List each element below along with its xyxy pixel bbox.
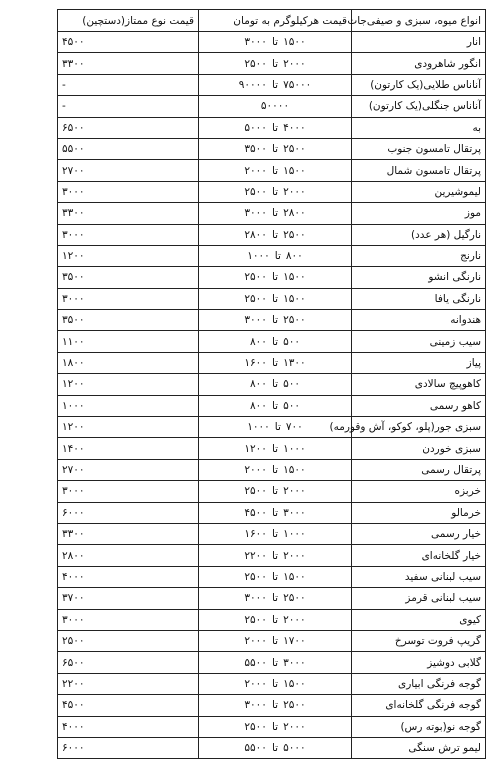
table-row [58,438,486,459]
table-row [58,545,486,566]
price-range-cell [199,588,352,609]
premium-price-cell: ۱۸۰۰ [58,352,199,373]
produce-name-cell: خربزه [352,481,486,502]
table-row [58,331,486,352]
range-separator: تا [271,314,279,327]
range-separator: تا [271,549,279,562]
price-range-cell [199,695,352,716]
price-high: ۲۰۰۰ [244,464,267,476]
range-separator: تا [271,699,279,712]
produce-name-cell: نارنگی یافا [352,288,486,309]
table-row [58,609,486,630]
price-high: ۲۵۰۰ [244,271,267,284]
premium-price-cell: ۲۷۰۰ [58,459,199,480]
range-separator: تا [271,613,279,626]
premium-price-cell: ۳۵۰۰ [58,310,199,331]
price-high: ۲۵۰۰ [244,720,267,733]
header-produce-type: انواع میوه، سبزی و صیفی‌جات [352,10,486,32]
price-range-cell [199,181,352,202]
premium-price-cell: ۴۰۰۰ [58,566,199,587]
range-separator: تا [271,271,279,284]
price-low: ۲۰۰۰ [283,485,306,498]
header-price-per-kg: قیمت هرکیلوگرم به تومان [199,10,352,32]
premium-price-cell: ۶۰۰۰ [58,737,199,758]
price-high: ۵۰۰۰۰ [260,100,290,113]
price-high: ۸۰۰ [250,378,267,391]
table-row [58,203,486,224]
price-low: ۲۵۰۰ [283,143,306,156]
price-low: ۲۸۰۰ [283,207,306,220]
produce-name-cell: لیموشیرین [352,181,486,202]
price-range-cell [199,609,352,630]
price-low: ۵۰۰۰ [283,742,306,755]
range-separator: تا [271,677,279,690]
premium-price-cell: ۳۳۰۰ [58,523,199,544]
produce-name-cell: پیاز [352,352,486,373]
table-row [58,267,486,288]
produce-name-cell: موز [352,203,486,224]
range-separator: تا [271,742,279,755]
range-separator: تا [271,399,279,412]
table-row [58,673,486,694]
price-range-cell [199,545,352,566]
price-low: ۲۵۰۰ [283,699,306,712]
table-row [58,630,486,651]
price-high: ۵۵۰۰ [244,656,267,669]
price-range-cell [199,652,352,673]
table-row [58,288,486,309]
price-high: ۲۵۰۰ [244,613,267,626]
price-high: ۱۰۰۰ [247,250,270,263]
range-separator: تا [271,292,279,305]
price-low: ۲۵۰۰ [283,228,306,241]
price-range-cell [199,288,352,309]
premium-price-cell: ۳۰۰۰ [58,609,199,630]
table-row [58,695,486,716]
price-low: ۱۵۰۰ [283,464,306,476]
table-row [58,652,486,673]
price-high: ۲۰۰۰ [244,635,267,648]
premium-price-cell: ۱۱۰۰ [58,331,199,352]
price-low: ۷۵۰۰۰ [283,78,312,91]
price-low: ۱۰۰۰ [283,442,306,455]
premium-price-cell: ۳۳۰۰ [58,203,199,224]
price-range-cell [199,523,352,544]
price-range-cell [199,203,352,224]
produce-name-cell: گلابی دوشیز [352,652,486,673]
table-row [58,96,486,117]
range-separator: تا [271,121,279,134]
table-row [58,523,486,544]
price-high: ۱۲۰۰ [244,442,267,455]
premium-price-cell: ۳۰۰۰ [58,224,199,245]
range-separator: تا [271,164,279,177]
price-high: ۲۵۰۰ [244,57,267,70]
price-low: ۱۵۰۰ [283,677,306,690]
price-range-cell [199,673,352,694]
produce-price-table [57,9,486,759]
range-separator: تا [271,506,279,519]
range-separator: تا [274,421,281,434]
premium-price-cell: ۵۵۰۰ [58,138,199,159]
produce-name-cell: پرتقال رسمی [352,459,486,480]
produce-name-cell: خرمالو [352,502,486,523]
price-range-cell [199,310,352,331]
price-high: ۱۰۰۰ [247,421,270,434]
price-low: ۵۰۰ [283,378,300,391]
premium-price-cell: ۴۵۰۰ [58,695,199,716]
table-row [58,32,486,53]
price-low: ۲۵۰۰ [283,314,306,327]
produce-name-cell: گریپ فروت توسرخ [352,630,486,651]
premium-price-cell: ۱۲۰۰ [58,374,199,395]
premium-price-cell: ۴۰۰۰ [58,716,199,737]
range-separator: تا [271,635,279,648]
price-high: ۲۵۰۰ [244,185,267,198]
produce-name-cell: گوجه فرنگی ابیاری [352,673,486,694]
price-low: ۵۰۰ [283,335,300,348]
premium-price-cell: ۶۰۰۰ [58,502,199,523]
price-low: ۳۰۰۰ [283,656,306,669]
price-high: ۲۵۰۰ [244,292,267,305]
price-range-cell [199,566,352,587]
price-high: ۳۵۰۰ [244,143,267,156]
price-range-cell [199,267,352,288]
produce-name-cell: سیب لبنانی قرمز [352,588,486,609]
produce-name-cell: نارنگی انشو [352,267,486,288]
premium-price-cell: ۶۵۰۰ [58,117,199,138]
price-low: ۱۵۰۰ [283,271,306,284]
price-high: ۲۵۰۰ [244,485,267,498]
price-low: ۱۵۰۰ [283,570,306,583]
price-high: ۳۰۰۰ [244,207,267,220]
produce-name-cell: سیب زمینی [352,331,486,352]
price-range-cell [199,224,352,245]
price-high: ۲۸۰۰ [244,228,267,241]
price-low: ۳۰۰۰ [283,506,306,519]
premium-price-cell: ۲۷۰۰ [58,160,199,181]
price-range-cell [199,331,352,352]
table-row [58,310,486,331]
produce-name-cell: کاهوپیچ سالادی [352,374,486,395]
range-separator: تا [271,720,279,733]
produce-name-cell: آناناس جنگلی(یک کارتون) [352,96,486,117]
table-row [58,138,486,159]
price-high: ۸۰۰ [250,399,267,412]
price-low: ۱۰۰۰ [283,528,306,541]
price-high: ۸۰۰ [250,335,267,348]
produce-name-cell: گوجه فرنگی گلخانه‌ای [352,695,486,716]
price-low: ۲۰۰۰ [283,549,306,562]
range-separator: تا [271,570,279,583]
price-range-cell [199,245,352,266]
premium-price-cell: - [58,74,199,95]
range-separator: تا [271,592,279,605]
table-row [58,245,486,266]
price-low: ۸۰۰ [285,250,303,263]
price-high: ۲۵۰۰ [244,570,267,583]
price-high: ۵۰۰۰ [244,121,267,134]
price-low: ۱۳۰۰ [283,357,306,370]
premium-price-cell: ۶۵۰۰ [58,652,199,673]
price-range-cell [199,32,352,53]
price-high: ۱۶۰۰ [244,528,267,541]
price-high: ۲۲۰۰ [244,549,267,562]
range-separator: تا [274,250,281,263]
price-low: ۲۰۰۰ [283,613,306,626]
price-range-cell [199,502,352,523]
price-low: ۲۰۰۰ [283,185,306,198]
produce-name-cell: نارنج [352,245,486,266]
table-row [58,737,486,758]
range-separator: تا [271,656,279,669]
table-row [58,352,486,373]
price-range-cell [199,96,352,117]
price-high: ۲۰۰۰ [244,164,267,177]
price-high: ۳۰۰۰ [244,699,267,712]
premium-price-cell: ۱۴۰۰ [58,438,199,459]
price-range-cell [199,160,352,181]
price-low: ۴۰۰۰ [283,121,306,134]
produce-name-cell: پرتقال تامسون جنوب [352,138,486,159]
table-row [58,566,486,587]
price-low: ۱۵۰۰ [283,36,306,49]
price-low: ۱۵۰۰ [283,164,306,177]
price-low: ۱۷۰۰ [283,635,306,648]
table-row [58,502,486,523]
produce-name-cell: خیار گلخانه‌ای [352,545,486,566]
price-low: ۵۰۰ [283,399,300,412]
premium-price-cell: ۱۲۰۰ [58,245,199,266]
premium-price-cell: ۳۰۰۰ [58,481,199,502]
table-row [58,395,486,416]
price-high: ۴۵۰۰ [244,506,267,519]
premium-price-cell: ۱۲۰۰ [58,417,199,438]
price-range-cell [199,74,352,95]
price-range-cell [199,352,352,373]
premium-price-cell: ۳۰۰۰ [58,181,199,202]
premium-price-cell: ۴۵۰۰ [58,32,199,53]
table-row [58,716,486,737]
table-row [58,53,486,74]
premium-price-cell: ۲۵۰۰ [58,630,199,651]
premium-price-cell: ۳۰۰۰ [58,288,199,309]
price-high: ۳۰۰۰ [244,36,267,49]
price-range-cell [199,53,352,74]
produce-name-cell: کاهو رسمی [352,395,486,416]
table-row [58,224,486,245]
price-range-cell [199,737,352,758]
produce-name-cell: سبزی جور(پلو، کوکو، آش وقورمه) [352,417,486,438]
table-header-row [58,10,486,32]
price-high: ۹۰۰۰۰ [238,78,267,91]
produce-name-cell: هندوانه [352,310,486,331]
range-separator: تا [271,185,279,198]
table-row [58,417,486,438]
price-high: ۵۵۰۰ [244,742,267,755]
table-row [58,117,486,138]
price-low: ۲۵۰۰ [283,592,306,605]
price-range-cell [199,481,352,502]
produce-name-cell: لیمو ترش سنگی [352,737,486,758]
produce-name-cell: گوجه نو(بوته رس) [352,716,486,737]
price-low: ۲۰۰۰ [283,720,306,733]
price-range-cell [199,138,352,159]
produce-name-cell: به [352,117,486,138]
produce-name-cell: خیار رسمی [352,523,486,544]
table-row [58,74,486,95]
produce-name-cell: کیوی [352,609,486,630]
premium-price-cell: ۳۳۰۰ [58,53,199,74]
produce-name-cell: آناناس طلایی(یک کارتون) [352,74,486,95]
range-separator: تا [271,357,279,370]
range-separator: تا [271,36,279,49]
price-range-cell [199,459,352,480]
range-separator: تا [271,378,279,391]
table-row [58,481,486,502]
table-row [58,160,486,181]
range-separator: تا [271,57,279,70]
range-separator: تا [271,335,279,348]
range-separator: تا [271,485,279,498]
range-separator: تا [271,207,279,220]
premium-price-cell: ۳۷۰۰ [58,588,199,609]
table-body [58,32,486,759]
premium-price-cell: ۱۰۰۰ [58,395,199,416]
range-separator: تا [271,78,279,91]
price-high: ۳۰۰۰ [244,592,267,605]
range-separator: تا [271,143,279,156]
produce-name-cell: انار [352,32,486,53]
price-low: ۲۰۰۰ [283,57,306,70]
premium-price-cell: ۲۲۰۰ [58,673,199,694]
price-high: ۱۶۰۰ [244,357,267,370]
price-low: ۱۵۰۰ [283,292,306,305]
price-high: ۳۰۰۰ [244,314,267,327]
price-range-cell [199,395,352,416]
produce-name-cell: سبزی خوردن [352,438,486,459]
price-range-cell [199,716,352,737]
range-separator: تا [271,228,279,241]
premium-price-cell: - [58,96,199,117]
premium-price-cell: ۳۵۰۰ [58,267,199,288]
price-low: ۷۰۰ [285,421,303,434]
premium-price-cell: ۲۸۰۰ [58,545,199,566]
price-range-cell [199,374,352,395]
range-separator: تا [271,464,279,476]
price-range-cell [199,438,352,459]
produce-name-cell: پرتقال تامسون شمال [352,160,486,181]
range-separator: تا [271,442,279,455]
price-range-cell [199,630,352,651]
produce-name-cell: نارگیل (هر عدد) [352,224,486,245]
table-row [58,374,486,395]
price-range-cell [199,117,352,138]
table-row [58,459,486,480]
produce-name-cell: انگور شاهرودی [352,53,486,74]
price-high: ۲۰۰۰ [244,677,267,690]
header-premium-price: قیمت نوع ممتاز(دستچین) [58,10,199,32]
table-row [58,588,486,609]
table-row [58,181,486,202]
range-separator: تا [271,528,279,541]
produce-name-cell: سیب لبنانی سفید [352,566,486,587]
